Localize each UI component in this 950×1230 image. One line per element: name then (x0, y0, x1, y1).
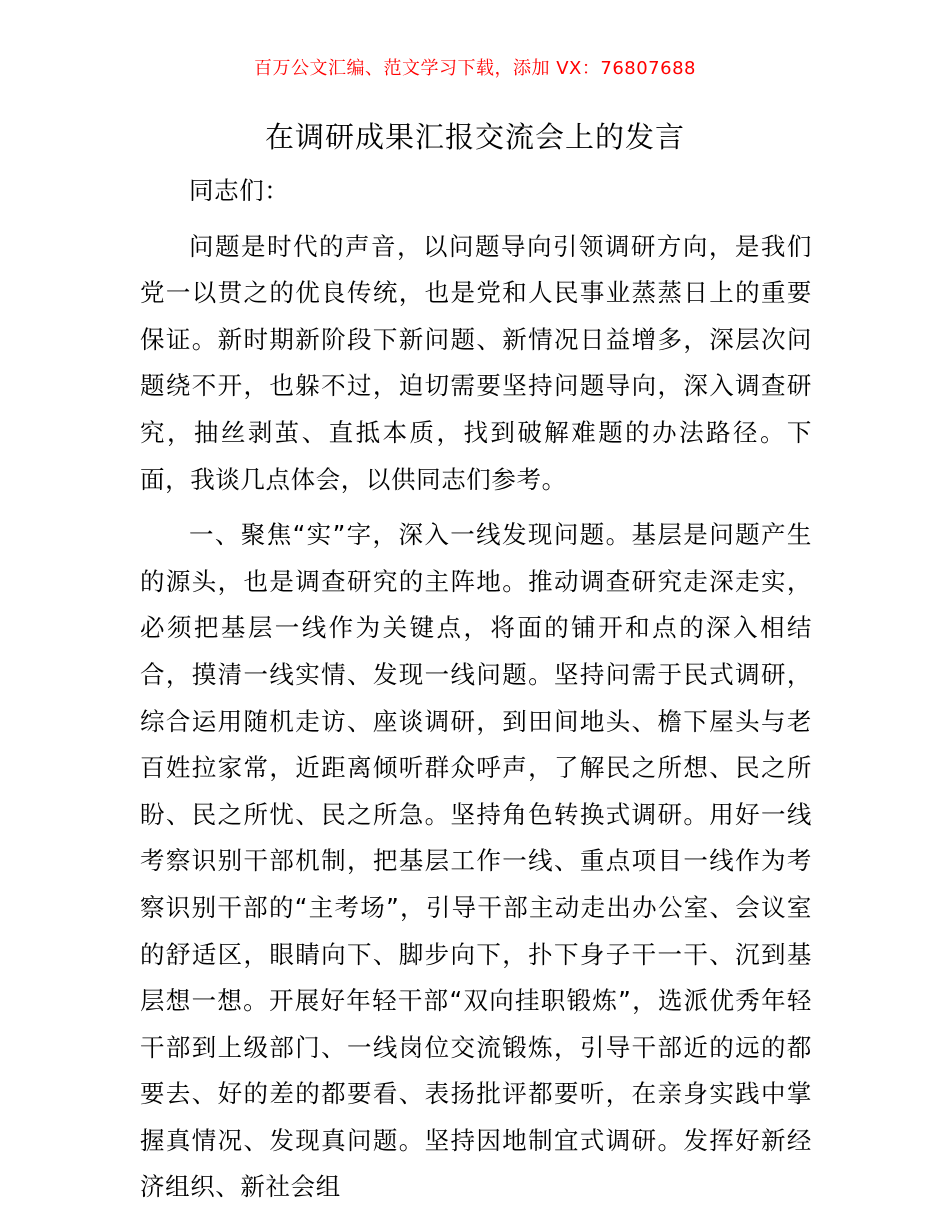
header-banner: 百万公文汇编、范文学习下载，添加 VX：76807688 (254, 58, 696, 79)
document-title: 在调研成果汇报交流会上的发言 (264, 120, 685, 154)
paragraph: 一、聚焦“实”字，深入一线发现问题。基层是问题产生的源头，也是调查研究的主阵地。推动调查研究走深走实，必须把基层一线作为关键点，将面的铺开和点的深入相结合，摸清一线实情、发现一线问题。坚持问需于民式调研，综合运用随机走访、座谈调研，到田间地头、檐下屋头与老百姓拉家常，近距离倾听群众呼声，了解民之所想、民之所盼、民之所忧、民之所急。坚持角色转换式调研。用好一线考察识别干部机制，把基层工作一线、重点项目一线作为考察识别干部的“主考场”，引导干部主动走出办公室、会议室的舒适区，眼睛向下、脚步向下，扑下身子干一干、沉到基层想一想。开展好年轻干部“双向挂职锻炼”，选派优秀年轻干部到上级部门、一线岗位交流锻炼，引导干部近的远的都要去、好的差的都要看、表扬批评都要听，在亲身实践中掌握真情况、发现真问题。坚持因地制宜式调研。发挥好新经济组织、新社会组 (140, 520, 812, 1202)
document-body (140, 168, 812, 1220)
salutation: 同志们： (189, 176, 290, 205)
paragraph: 问题是时代的声音，以问题导向引领调研方向，是我们党一以贯之的优良传统，也是党和人民事业蒸蒸日上的重要保证。新时期新阶段下新问题、新情况日益增多，深层次问题绕不开，也躲不过，迫切需要坚持问题导向，深入调查研究，抽丝剥茧、直抵本质，找到破解难题的办法路径。下面，我谈几点体会，以供同志们参考。 (140, 231, 812, 494)
